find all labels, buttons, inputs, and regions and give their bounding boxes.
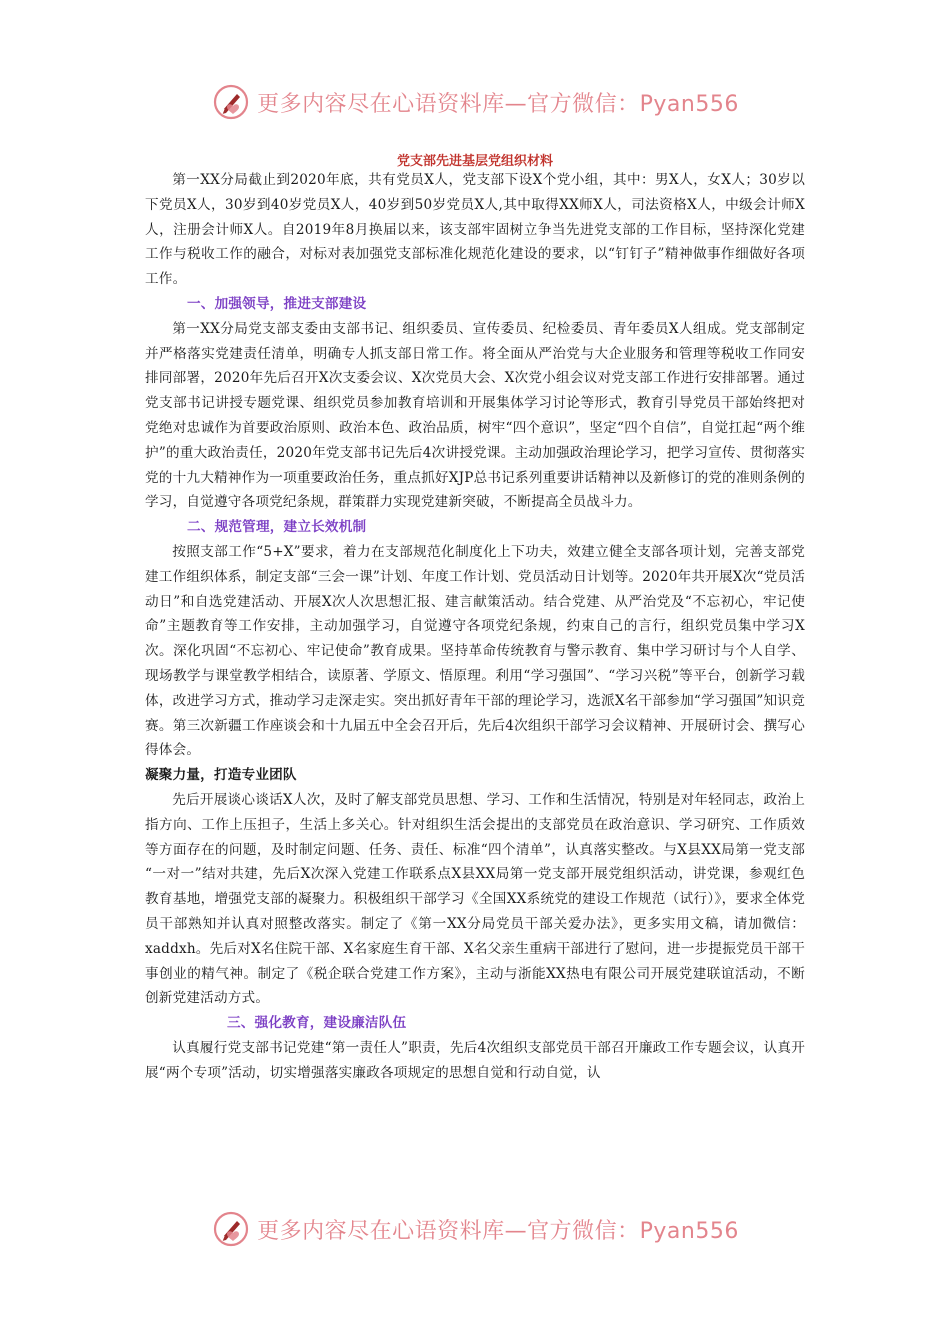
- pen-heart-logo-icon: [211, 82, 251, 122]
- header-watermark-banner: [0, 80, 950, 124]
- section-paragraph-1: 第一XX分局党支部支委由支部书记、组织委员、宣传委员、纪检委员、青年委员X人组成。党支部制定并严格落实党建责任清单，明确专人抓支部日常工作。将全面从严治党与大企业服务和管理等税收工作同安排同部署，2020年先后召开X次支委会议、X次党员大会、X次党小组会议对党支部工作进行安排部署。通过党支部书记讲授专题党课、组织党员参加教育培训和开展集体学习讨论等形式，教育引导党员干部始终把对党绝对忠诚作为首要政治原则、政治本色、政治品质，树牢“四个意识”，坚定“四个自信”，自觉扛起“两个维护”的重大政治责任，2020年党支部书记先后4次讲授党课。主动加强政治理论学习，把学习宣传、贯彻落实党的十九大精神作为一项重要政治任务，重点抓好XJP总书记系列重要讲话精神以及新修订的党的准则条例的学习，自觉遵守各项党纪条规，群策群力实现党建新突破，不断提高全员战斗力。: [145, 320, 805, 511]
- section-heading-3: 凝聚力量，打造专业团队: [145, 767, 297, 784]
- document-title: 党支部先进基层党组织材料: [396, 154, 553, 169]
- banner-text: 更多内容尽在心语资料库—官方微信：Pyan556: [257, 91, 739, 117]
- section-paragraph-3: 先后开展谈心谈话X人次，及时了解支部党员思想、学习、工作和生活情况，特别是对年轻同志，政治上指方向、工作上压担子，生活上多关心。针对组织生活会提出的支部党员在政治意识、学习研究、工作质效等方面存在的问题，及时制定问题、任务、责任、标准“四个清单”，认真落实整改。与X县XX局第一党支部 “一对一”结对共建，先后X次深入党建工作联系点X县XX局第一党支部开展党组织活动，讲党课，参观红色教育基地，增强党支部的凝聚力。积极组织干部学习《全国XX系统党的建设工作规范（试行）》，要求全体党员干部熟知并认真对照整改落实。制定了《第一XX分局党员干部关爱办法》，更多实用文稿，请加微信：xaddxh。先后对X名住院干部、X名家庭生育干部、X名父亲生重病干部进行了慰问，进一步提振党员干部干事创业的精气神。制定了《税企联合党建工作方案》，主动与浙能XX热电有限公司开展党建联谊活动，不断创新党建活动方式。: [145, 791, 805, 1007]
- footer-watermark-banner: [0, 1207, 950, 1251]
- pen-heart-logo-icon: [211, 1209, 251, 1249]
- intro-paragraph: 第一XX分局截止到2020年底，共有党员X人，党支部下设X个党小组，其中：男X人，女X人；30岁以下党员X人，30岁到40岁党员X人，40岁到50岁党员X人,其中取得XX师X人，司法资格X人，中级会计师X人，注册会计师X人。自2019年8月换届以来，该支部牢固树立争当先进党支部的工作目标，坚持深化党建工作与税收工作的融合，对标对表加强党支部标准化规范化建设的要求，以“钉钉子”精神做事作细做好各项工作。: [145, 172, 805, 288]
- section-heading-4: 三、强化教育，建设廉洁队伍: [227, 1015, 407, 1032]
- section-paragraph-4: 认真履行党支部书记党建“第一责任人”职责，先后4次组织支部党员干部召开廉政工作专题会议，认真开展“两个专项”活动，切实增强落实廉政各项规定的思想自觉和行动自觉，认: [145, 1039, 805, 1081]
- section-heading-2: 二、规范管理，建立长效机制: [187, 519, 367, 536]
- banner-text: 更多内容尽在心语资料库—官方微信：Pyan556: [257, 1218, 739, 1244]
- section-paragraph-2: 按照支部工作“5+X”要求，着力在支部规范化制度化上下功夫，效建立健全支部各项计划，完善支部党建工作组织体系，制定支部“三会一课”计划、年度工作计划、党员活动日计划等。2020年共开展X次“党员活动日”和自选党建活动、开展X次人次思想汇报、建言献策活动。结合党建、从严治党及“不忘初心，牢记使命”主题教育等工作安排，主动加强学习，自觉遵守各项党纪条规，约束自己的言行，组织党员集中学习X次。深化巩固“不忘初心、牢记使命”教育成果。坚持革命传统教育与警示教育、集中学习研讨与个人自学、现场教学与课堂教学相结合，读原著、学原文、悟原理。利用“学习强国”、“学习兴税”等平台，创新学习载体，改进学习方式，推动学习走深走实。突出抓好青年干部的理论学习，选派X名干部参加“学习强国”知识竞赛。第三次新疆工作座谈会和十九届五中全会召开后，先后4次组织干部学习会议精神、开展研讨会、撰写心得体会。: [145, 543, 805, 759]
- document-body: [145, 168, 805, 1085]
- section-heading-1: 一、加强领导，推进支部建设: [187, 295, 367, 312]
